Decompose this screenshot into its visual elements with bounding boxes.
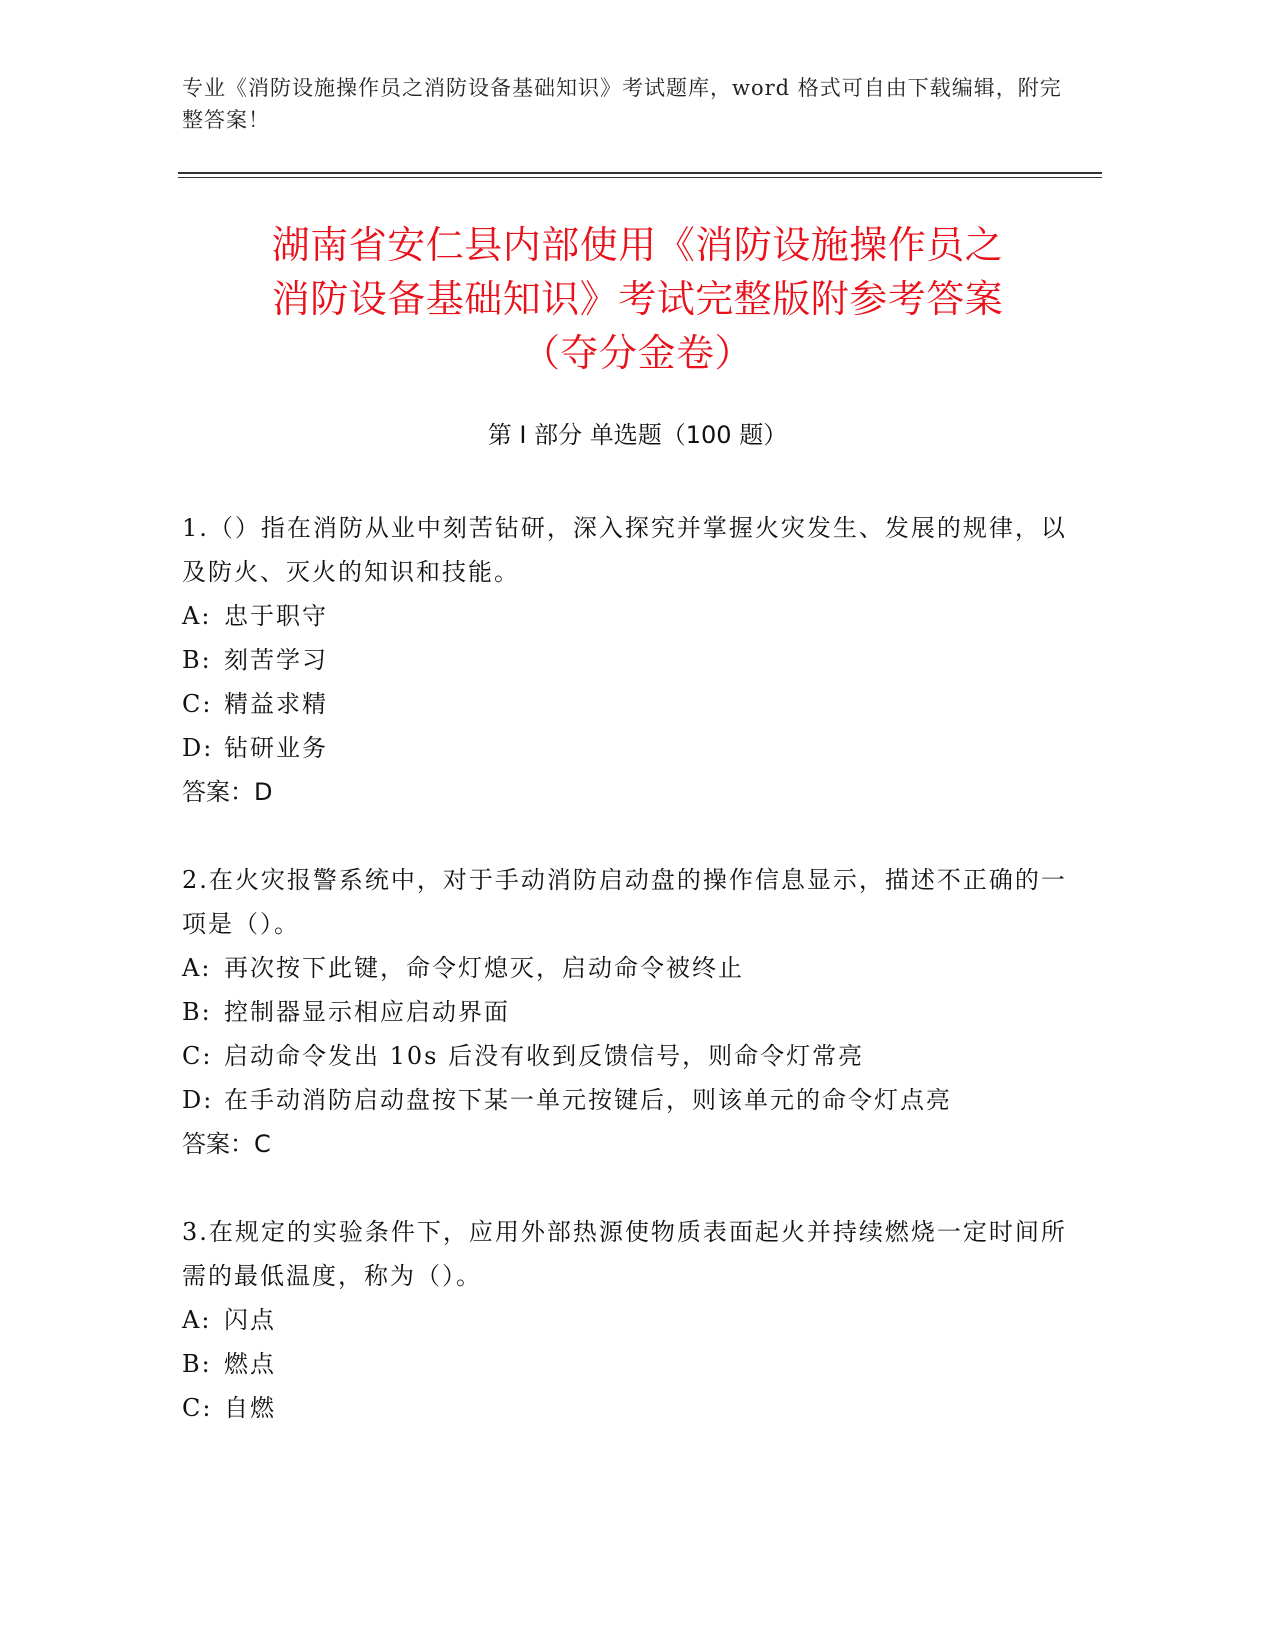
- option-key: A:: [182, 1306, 212, 1334]
- option-a: [182, 594, 1082, 638]
- option-b: [182, 990, 1082, 1034]
- question-stem: 2.在火灾报警系统中，对于手动消防启动盘的操作信息显示，描述不正确的一项是（）。: [182, 866, 1067, 938]
- option-b: [182, 1342, 1082, 1386]
- option-a: [182, 946, 1082, 990]
- option-key: D:: [182, 734, 214, 762]
- title-line-2: 消防设备基础知识》考试完整版附参考答案: [271, 277, 1004, 321]
- option-c: [182, 682, 1082, 726]
- option-text: 自燃: [224, 1394, 276, 1422]
- option-d: [182, 1078, 1082, 1122]
- question-2: [182, 858, 1082, 1166]
- question-list: [182, 506, 1082, 1474]
- option-text: 控制器显示相应启动界面: [224, 998, 510, 1026]
- question-stem: 3.在规定的实验条件下，应用外部热源使物质表面起火并持续燃烧一定时间所需的最低温度，称为（）。: [182, 1218, 1067, 1290]
- option-key: C:: [182, 1042, 213, 1070]
- document-title: [150, 218, 1125, 380]
- option-key: A:: [182, 954, 212, 982]
- option-text: 燃点: [224, 1350, 276, 1378]
- option-key: B:: [182, 998, 212, 1026]
- answer-line: 答案：D: [182, 778, 273, 806]
- option-key: B:: [182, 646, 212, 674]
- option-d: [182, 726, 1082, 770]
- option-text: 再次按下此键，命令灯熄灭，启动命令被终止: [224, 954, 744, 982]
- option-key: D:: [182, 1086, 214, 1114]
- option-text: 启动命令发出 10s 后没有收到反馈信号，则命令灯常亮: [224, 1042, 865, 1070]
- option-text: 刻苦学习: [224, 646, 328, 674]
- option-text: 精益求精: [224, 690, 328, 718]
- option-key: C:: [182, 1394, 213, 1422]
- option-a: [182, 1298, 1082, 1342]
- option-key: B:: [182, 1350, 212, 1378]
- section-heading: 第 I 部分 单选题（100 题）: [487, 421, 788, 449]
- title-line-3: （夺分金卷）: [521, 331, 753, 375]
- option-c: [182, 1034, 1082, 1078]
- answer-line: 答案：C: [182, 1130, 271, 1158]
- question-1: [182, 506, 1082, 814]
- option-key: C:: [182, 690, 213, 718]
- option-text: 钻研业务: [224, 734, 328, 762]
- option-b: [182, 638, 1082, 682]
- option-key: A:: [182, 602, 212, 630]
- option-text: 在手动消防启动盘按下某一单元按键后，则该单元的命令灯点亮: [224, 1086, 952, 1114]
- question-stem: 1.（）指在消防从业中刻苦钻研，深入探究并掌握火灾发生、发展的规律，以及防火、灭火的知识和技能。: [182, 514, 1067, 586]
- title-line-1: 湖南省安仁县内部使用《消防设施操作员之: [271, 223, 1004, 267]
- option-c: [182, 1386, 1082, 1430]
- question-3: [182, 1210, 1082, 1430]
- header-divider-thick: [178, 172, 1102, 174]
- header-note: 专业《消防设施操作员之消防设备基础知识》考试题库，word 格式可自由下载编辑，附完整答案！: [182, 76, 1062, 132]
- option-text: 闪点: [224, 1306, 276, 1334]
- header-divider-thin: [178, 177, 1102, 178]
- option-text: 忠于职守: [224, 602, 328, 630]
